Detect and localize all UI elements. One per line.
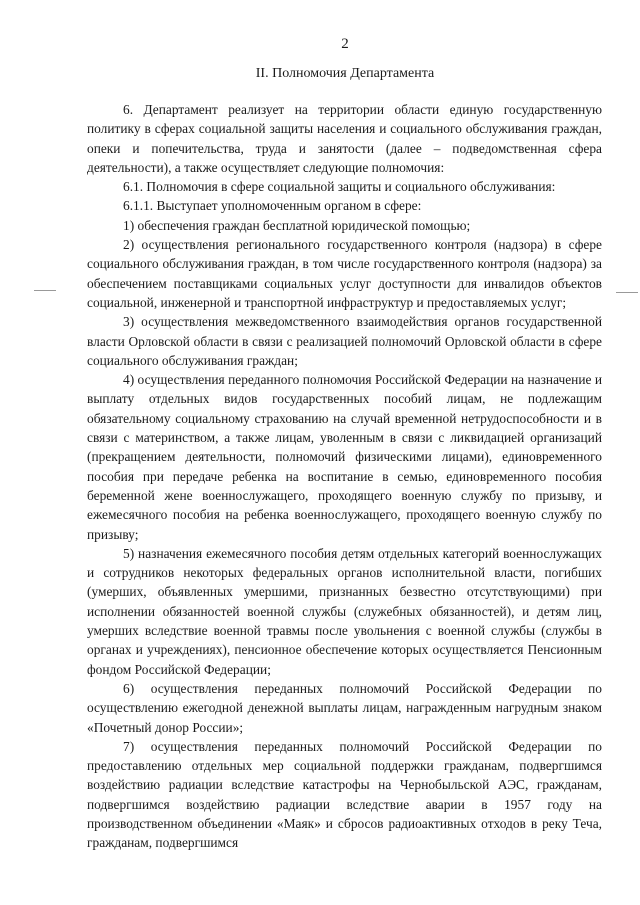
paragraph: 1) обеспечения граждан бесплатной юридической помощью;	[123, 217, 471, 233]
paragraph: 3) осуществления межведомственного взаимодействия органов государственной власти Орловской области в связи с реализацией полномочий Орловской области в сфере социального обслуживания граждан;	[87, 314, 602, 368]
section-title: II. Полномочия Департамента	[255, 66, 435, 81]
paragraph: 6.1. Полномочия в сфере социальной защиты и социального обслуживания:	[123, 179, 556, 195]
paragraph: 6.1.1. Выступает уполномоченным органом в сфере:	[123, 198, 422, 214]
paragraph: 5) назначения ежемесячного пособия детям отдельных категорий военнослужащих и сотрудников некоторых федеральных органов исполнительной власти, погибших (умерших, объявленных умершими, признанных безвестно отсутствующими) при исполнении обязанностей военной службы (служебных обязанностей), и детям лиц, умерших вследствие военной травмы после увольнения с военной службы (службы в органах и учреждениях), пенсионное обеспечение которых осуществляется Пенсионным фондом Российской Федерации;	[87, 545, 602, 677]
paragraph: 4) осуществления переданного полномочия Российской Федерации на назначение и выплату отдельных видов государственных пособий лицам, не подлежащим обязательному социальному страхованию на случай временной нетрудоспособности и в связи с материнством, а также лицам, уволенным в связи с ликвидацией организаций (прекращением деятельности, полномочий физическими лицами), единовременного пособия при передаче ребенка на воспитание в семью, единовременного пособия беременной жене военнослужащего, проходящего военную службу по призыву, и ежемесячного пособия на ребенка военнослужащего, проходящего военную службу по призыву;	[87, 372, 602, 542]
paragraph: 7) осуществления переданных полномочий Российской Федерации по предоставлению отдельных мер социальной поддержки гражданам, подвергшимся воздействию радиации вследствие катастрофы на Чернобыльской АЭС, гражданам, подвергшимся воздействию радиации вследствие аварии в 1957 году на производственном объединении «Маяк» и сбросов радиоактивных отходов в реку Теча, гражданам, подвергшимся	[87, 738, 602, 851]
right-margin-mark	[616, 292, 638, 293]
paragraph: 2) осуществления регионального государственного контроля (надзора) в сфере социального обслуживания граждан, в том числе государственного контроля (надзора) за обеспечением поставщиками социальных услуг доступности для инвалидов объектов социальной, инженерной и транспортной инфраструктур и предоставляемых услуг;	[87, 237, 602, 310]
paragraph: 6. Департамент реализует на территории области единую государственную политику в сферах социальной защиты населения и социального обслуживания граждан, опеки и попечительства, труда и занятости (далее – подведомственная сфера деятельности), а также осуществляет следующие полномочия:	[87, 102, 602, 175]
left-margin-mark	[34, 290, 56, 291]
page-number: 2	[341, 36, 349, 52]
paragraph: 6) осуществления переданных полномочий Российской Федерации по осуществлению ежегодной денежной выплаты лицам, награжденным нагрудным знаком «Почетный донор России»;	[87, 680, 602, 735]
document-body	[87, 100, 602, 853]
